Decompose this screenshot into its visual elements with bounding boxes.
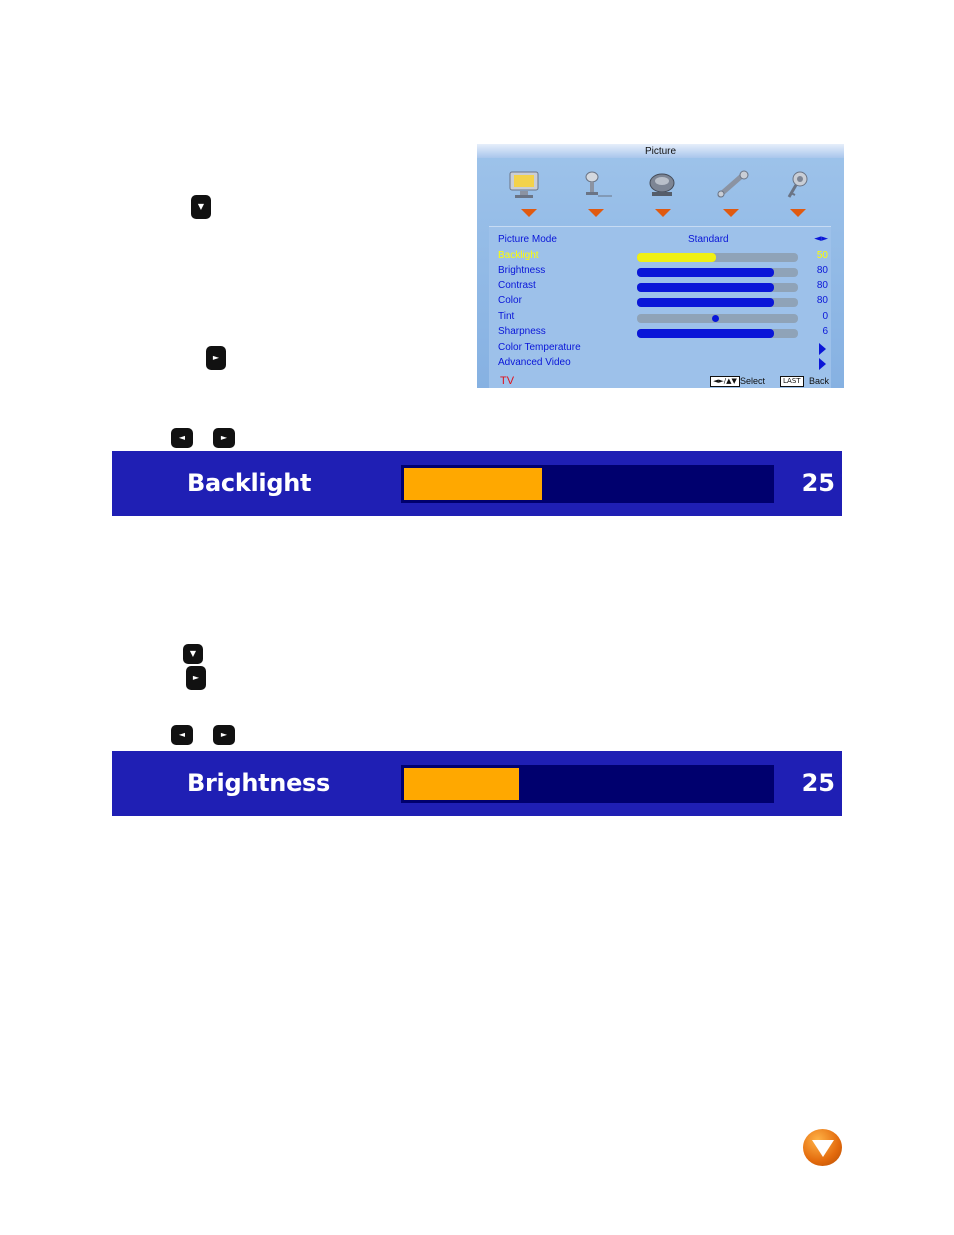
menu-item-tint[interactable] bbox=[498, 311, 828, 326]
down-arrow-key-icon: ▼ bbox=[183, 644, 203, 664]
right-arrow-key-icon: ► bbox=[213, 725, 235, 745]
parental-tab-icon[interactable] bbox=[779, 168, 819, 200]
sharpness-slider[interactable] bbox=[637, 329, 798, 338]
menu-item-label: Backlight bbox=[498, 250, 539, 261]
picture-tab-icon[interactable] bbox=[505, 168, 545, 200]
menu-item-value: 80 bbox=[816, 295, 828, 306]
menu-item-value: 80 bbox=[816, 265, 828, 276]
menu-item-value: 50 bbox=[816, 250, 828, 261]
tab-indicator-icon bbox=[587, 207, 605, 219]
slider-fill bbox=[637, 298, 774, 307]
picture-mode-value: Standard bbox=[688, 234, 729, 245]
brightness-level-track[interactable] bbox=[401, 765, 774, 803]
menu-item-label: Picture Mode bbox=[498, 234, 557, 245]
menu-footer bbox=[489, 373, 831, 388]
menu-item-label: Advanced Video bbox=[498, 357, 571, 368]
tab-indicator-icon bbox=[789, 207, 807, 219]
backlight-slider[interactable] bbox=[637, 253, 798, 262]
bar-label: Backlight bbox=[187, 469, 312, 497]
menu-item-label: Contrast bbox=[498, 280, 536, 291]
menu-item-backlight[interactable] bbox=[498, 250, 828, 265]
backlight-adjustment-bar bbox=[112, 451, 842, 516]
tab-indicator-icon bbox=[520, 207, 538, 219]
tv-tab-icon[interactable] bbox=[643, 168, 683, 200]
color-slider[interactable] bbox=[637, 298, 798, 307]
backlight-level-track[interactable] bbox=[401, 465, 774, 503]
submenu-arrow-icon bbox=[819, 343, 826, 355]
left-arrow-key-icon: ◄ bbox=[171, 428, 193, 448]
slider-fill bbox=[637, 253, 716, 262]
menu-item-contrast[interactable] bbox=[498, 280, 828, 295]
submenu-arrow-icon bbox=[819, 358, 826, 370]
setup-tab-icon[interactable] bbox=[713, 168, 753, 200]
menu-item-sharpness[interactable] bbox=[498, 326, 828, 341]
menu-item-picture-mode[interactable] bbox=[498, 234, 828, 249]
tab-indicator-icon bbox=[722, 207, 740, 219]
menu-item-label: Sharpness bbox=[498, 326, 546, 337]
right-arrow-key-icon: ► bbox=[213, 428, 235, 448]
picture-menu-screenshot bbox=[477, 144, 844, 388]
menu-item-label: Color Temperature bbox=[498, 342, 581, 353]
brightness-adjustment-bar bbox=[112, 751, 842, 816]
bar-value: 25 bbox=[801, 769, 835, 797]
bar-label: Brightness bbox=[187, 769, 331, 797]
menu-item-color[interactable] bbox=[498, 295, 828, 310]
backlight-level-fill bbox=[404, 468, 542, 500]
left-arrow-key-icon: ◄ bbox=[171, 725, 193, 745]
menu-item-value: 80 bbox=[816, 280, 828, 291]
back-hint: Back bbox=[809, 376, 830, 386]
down-arrow-key-icon: ▼ bbox=[191, 195, 211, 219]
brightness-slider[interactable] bbox=[637, 268, 798, 277]
right-arrow-key-icon: ► bbox=[186, 666, 206, 690]
slider-fill bbox=[637, 268, 774, 277]
left-right-arrows-icon: ◄► bbox=[814, 234, 828, 244]
menu-item-brightness[interactable] bbox=[498, 265, 828, 280]
menu-item-value: 6 bbox=[822, 326, 828, 337]
bar-value: 25 bbox=[801, 469, 835, 497]
slider-knob[interactable] bbox=[712, 315, 719, 322]
menu-item-label: Tint bbox=[498, 311, 515, 322]
slider-fill bbox=[637, 329, 774, 338]
input-source-label: TV bbox=[500, 375, 515, 387]
vizio-v-logo-icon bbox=[803, 1129, 842, 1166]
audio-tab-icon[interactable] bbox=[575, 168, 615, 200]
navigate-keys-icon: ◄►/▲▼ bbox=[710, 376, 740, 387]
contrast-slider[interactable] bbox=[637, 283, 798, 292]
select-hint: Select bbox=[740, 376, 766, 386]
menu-item-advanced-video[interactable] bbox=[498, 357, 828, 372]
menu-item-color-temperature[interactable] bbox=[498, 342, 828, 357]
menu-title: Picture bbox=[644, 146, 677, 157]
brightness-level-fill bbox=[404, 768, 519, 800]
tab-indicator-icon bbox=[654, 207, 672, 219]
tint-slider[interactable] bbox=[637, 314, 798, 323]
slider-fill bbox=[637, 283, 774, 292]
menu-item-label: Brightness bbox=[498, 265, 546, 276]
right-arrow-key-icon: ► bbox=[206, 346, 226, 370]
menu-item-label: Color bbox=[498, 295, 522, 306]
picture-menu-list bbox=[489, 226, 831, 388]
menu-title-bar bbox=[477, 144, 844, 158]
last-key-icon: LAST bbox=[780, 376, 804, 387]
menu-item-value: 0 bbox=[822, 311, 828, 322]
